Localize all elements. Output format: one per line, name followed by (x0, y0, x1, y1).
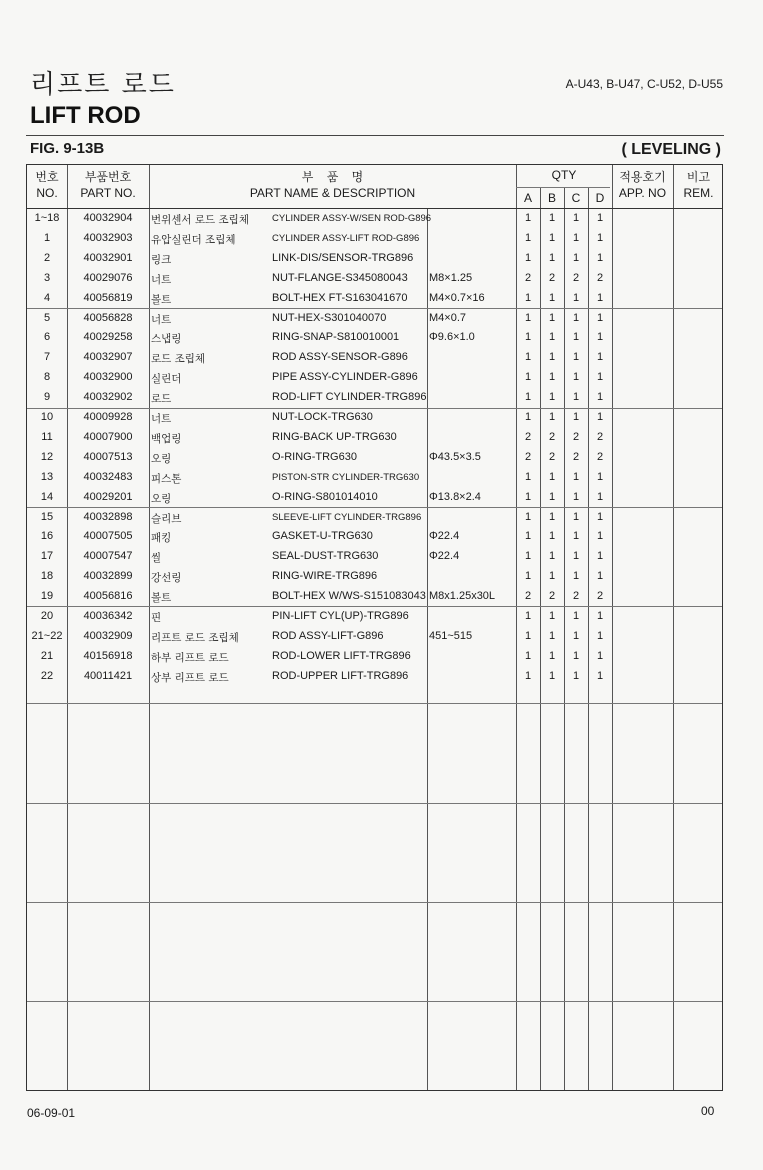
table-row (27, 368, 724, 388)
table-row (27, 388, 724, 408)
part-number: 40007900 (83, 430, 133, 443)
qty-a: 1 (524, 510, 532, 523)
part-number: 40056828 (83, 311, 133, 324)
qty-d: 1 (596, 291, 604, 304)
qty-b: 1 (548, 251, 556, 264)
header-part-no (67, 169, 149, 201)
qty-a: 1 (524, 212, 532, 224)
part-number: 40029076 (83, 271, 133, 284)
part-name: O-RING-TRG630 (272, 450, 357, 463)
header-rem-ko: 비고 (686, 170, 711, 184)
item-number: 17 (40, 550, 54, 563)
part-number: 40032909 (83, 629, 133, 642)
qty-c: 1 (572, 251, 580, 264)
qty-d: 1 (596, 669, 604, 682)
part-name: CYLINDER ASSY-LIFT ROD-G896 (272, 232, 420, 244)
qty-d: 1 (596, 371, 604, 384)
qty-d: 1 (596, 212, 604, 224)
part-spec: 451~515 (429, 629, 473, 642)
qty-c: 2 (572, 430, 580, 443)
header-app-no (612, 169, 673, 201)
item-number: 22 (40, 669, 54, 682)
group-divider (27, 703, 722, 704)
qty-c: 1 (572, 550, 580, 563)
qty-c: 1 (572, 610, 580, 622)
group-divider (27, 902, 722, 903)
item-number: 2 (43, 251, 51, 264)
part-number: 40032900 (83, 371, 133, 384)
part-name-korean: 슬리브 (151, 512, 182, 525)
part-name-korean: 스냅링 (151, 333, 182, 346)
page-number: 00 (701, 1104, 715, 1118)
table-row (27, 587, 724, 607)
qty-b: 2 (548, 590, 556, 603)
part-name-korean: 너트 (151, 273, 172, 286)
page-title: LIFT ROD (30, 102, 141, 129)
item-number: 10 (40, 411, 54, 423)
qty-b: 1 (548, 649, 556, 662)
qty-a: 1 (524, 311, 532, 324)
item-number: 16 (40, 530, 54, 543)
header-no-ko: 번호 (35, 170, 59, 184)
item-number: 7 (43, 351, 51, 364)
qty-d: 1 (596, 510, 604, 523)
table-row (27, 607, 724, 627)
item-number: 4 (43, 291, 51, 304)
header-qty-b: B (547, 191, 556, 205)
qty-a: 1 (524, 610, 532, 622)
qty-header-divider (516, 187, 610, 188)
part-name-korean: 링크 (151, 253, 172, 266)
part-name: RING-SNAP-S810010001 (272, 331, 400, 344)
header-name-en: PART NAME & DESCRIPTION (249, 186, 416, 200)
table-row (27, 408, 724, 428)
qty-c: 2 (572, 450, 580, 463)
qty-b: 1 (548, 530, 556, 543)
part-name: ROD-UPPER LIFT-TRG896 (272, 669, 409, 682)
part-number: 40032899 (83, 570, 133, 583)
header-app-en: APP. NO (618, 186, 667, 200)
qty-a: 2 (524, 590, 532, 603)
part-name-korean: 로드 조립체 (151, 353, 206, 366)
part-name: PIPE ASSY-CYLINDER-G896 (272, 371, 418, 384)
part-name-korean: 백업링 (151, 432, 182, 445)
table-row (27, 667, 724, 687)
header-remarks (673, 169, 724, 201)
item-number: 15 (40, 510, 54, 523)
qty-a: 1 (524, 629, 532, 642)
qty-d: 1 (596, 629, 604, 642)
part-name-korean: 실린더 (151, 373, 182, 386)
qty-d: 1 (596, 570, 604, 583)
table-row (27, 448, 724, 468)
part-spec: Φ13.8×2.4 (429, 490, 481, 503)
item-number: 3 (43, 271, 51, 284)
parts-table (26, 164, 723, 1091)
part-name: RING-BACK UP-TRG630 (272, 430, 397, 443)
part-name: PIN-LIFT CYL(UP)-TRG896 (272, 610, 409, 622)
part-number: 40032907 (83, 351, 133, 364)
part-name-korean: 너트 (151, 313, 172, 326)
qty-a: 1 (524, 371, 532, 384)
qty-b: 1 (548, 550, 556, 563)
qty-d: 1 (596, 550, 604, 563)
qty-b: 1 (548, 311, 556, 324)
qty-c: 1 (572, 391, 580, 404)
header-part-name (149, 169, 516, 201)
part-number: 40009928 (83, 411, 133, 423)
qty-b: 1 (548, 510, 556, 523)
part-name: CYLINDER ASSY-W/SEN ROD-G896 (272, 213, 432, 224)
part-name-korean: 리프트 로드 조립체 (151, 631, 239, 644)
part-number: 40156918 (83, 649, 133, 662)
qty-b: 1 (548, 629, 556, 642)
qty-b: 1 (548, 490, 556, 503)
qty-a: 1 (524, 669, 532, 682)
qty-a: 1 (524, 251, 532, 264)
item-number: 6 (43, 331, 51, 344)
qty-c: 2 (572, 590, 580, 603)
item-number: 9 (43, 391, 51, 404)
header-part-en: PART NO. (80, 186, 136, 200)
part-spec: Φ9.6×1.0 (429, 331, 475, 344)
qty-b: 1 (548, 570, 556, 583)
qty-c: 1 (572, 570, 580, 583)
qty-d: 2 (596, 271, 604, 284)
item-number: 5 (43, 311, 51, 324)
part-number: 40007505 (83, 530, 133, 543)
qty-d: 1 (596, 530, 604, 543)
qty-c: 1 (572, 291, 580, 304)
part-name: GASKET-U-TRG630 (272, 530, 373, 543)
section-mode: ( LEVELING ) (621, 141, 721, 158)
qty-c: 1 (572, 649, 580, 662)
part-spec: M4×0.7×16 (429, 291, 485, 304)
item-number: 21 (40, 649, 54, 662)
header-no (27, 169, 67, 201)
qty-c: 1 (572, 510, 580, 523)
qty-a: 1 (524, 351, 532, 364)
qty-b: 1 (548, 212, 556, 224)
part-name: BOLT-HEX FT-S163041670 (272, 291, 408, 304)
qty-a: 2 (524, 430, 532, 443)
part-name: BOLT-HEX W/WS-S151083043 (272, 590, 426, 603)
part-name-korean: 피스톤 (151, 472, 182, 485)
table-row (27, 269, 724, 289)
part-spec: Φ22.4 (429, 550, 460, 563)
qty-a: 1 (524, 231, 532, 244)
table-row (27, 508, 724, 528)
item-number: 14 (40, 490, 54, 503)
item-number: 12 (40, 450, 54, 463)
part-name-korean: 번위센서 로드 조립체 (151, 214, 249, 226)
item-number: 21~22 (31, 629, 63, 642)
table-row (27, 567, 724, 587)
qty-d: 1 (596, 351, 604, 364)
part-name-korean: 로드 (151, 393, 172, 406)
footer-date: 06-09-01 (27, 1106, 76, 1120)
header-rem-en: REM. (683, 186, 714, 200)
table-row (27, 309, 724, 329)
qty-c: 1 (572, 311, 580, 324)
part-name-korean: 오링 (151, 492, 172, 505)
table-row (27, 527, 724, 547)
part-number: 40032902 (83, 391, 133, 404)
qty-d: 1 (596, 470, 604, 483)
part-name-korean: 패킹 (151, 532, 172, 545)
table-row (27, 488, 724, 508)
qty-c: 1 (572, 331, 580, 344)
part-name: SLEEVE-LIFT CYLINDER-TRG896 (272, 511, 422, 523)
header-qty: QTY (551, 168, 577, 182)
qty-a: 2 (524, 450, 532, 463)
qty-b: 1 (548, 351, 556, 364)
qty-c: 1 (572, 470, 580, 483)
header-qty-d: D (595, 191, 605, 205)
qty-d: 2 (596, 430, 604, 443)
qty-c: 1 (572, 629, 580, 642)
header-qty-a: A (523, 191, 532, 205)
title-divider (26, 135, 724, 136)
group-divider (27, 1001, 722, 1002)
qty-a: 1 (524, 391, 532, 404)
qty-d: 1 (596, 391, 604, 404)
qty-a: 2 (524, 271, 532, 284)
qty-b: 1 (548, 291, 556, 304)
part-name: LINK-DIS/SENSOR-TRG896 (272, 251, 414, 264)
qty-a: 1 (524, 550, 532, 563)
qty-d: 1 (596, 231, 604, 244)
item-number: 1~18 (34, 212, 60, 224)
part-number: 40032898 (83, 510, 133, 523)
part-name-korean: 씰 (151, 552, 162, 565)
part-spec: M8×1.25 (429, 271, 473, 284)
part-name-korean: 볼트 (151, 592, 172, 605)
table-row (27, 468, 724, 488)
part-spec: M4×0.7 (429, 311, 466, 324)
qty-c: 1 (572, 411, 580, 423)
qty-b: 1 (548, 231, 556, 244)
part-name: SEAL-DUST-TRG630 (272, 550, 379, 563)
table-row (27, 229, 724, 249)
table-row (27, 627, 724, 647)
part-name: O-RING-S801014010 (272, 490, 378, 503)
qty-a: 1 (524, 411, 532, 423)
part-name: ROD-LIFT CYLINDER-TRG896 (272, 391, 427, 404)
part-number: 40032904 (83, 212, 133, 224)
part-number: 40029258 (83, 331, 133, 344)
table-row (27, 289, 724, 309)
part-name-korean: 상부 리프트 로드 (151, 671, 229, 684)
part-spec: M8x1.25x30L (429, 590, 496, 603)
part-name: ROD-LOWER LIFT-TRG896 (272, 649, 411, 662)
part-name: NUT-FLANGE-S345080043 (272, 271, 408, 284)
part-name-korean: 너트 (151, 413, 172, 425)
part-name: ROD ASSY-SENSOR-G896 (272, 351, 408, 364)
part-name-korean: 강선링 (151, 572, 182, 585)
qty-a: 1 (524, 470, 532, 483)
qty-d: 1 (596, 649, 604, 662)
part-name-korean: 핀 (151, 612, 162, 624)
qty-b: 1 (548, 470, 556, 483)
part-number: 40029201 (83, 490, 133, 503)
qty-c: 1 (572, 212, 580, 224)
group-divider (27, 803, 722, 804)
part-name-korean: 유압실린더 조립체 (151, 233, 236, 246)
qty-d: 1 (596, 311, 604, 324)
qty-a: 1 (524, 649, 532, 662)
figure-number: FIG. 9-13B (30, 140, 105, 157)
qty-b: 1 (548, 391, 556, 404)
qty-b: 2 (548, 271, 556, 284)
part-name: ROD ASSY-LIFT-G896 (272, 629, 384, 642)
part-spec: Φ22.4 (429, 530, 460, 543)
qty-b: 1 (548, 371, 556, 384)
header-app-ko: 적용호기 (619, 170, 666, 184)
qty-d: 2 (596, 450, 604, 463)
part-name: NUT-LOCK-TRG630 (272, 411, 373, 423)
header-part-ko: 부품번호 (84, 170, 132, 184)
item-number: 18 (40, 570, 54, 583)
qty-b: 2 (548, 430, 556, 443)
qty-a: 1 (524, 331, 532, 344)
qty-a: 1 (524, 530, 532, 543)
table-row (27, 647, 724, 667)
qty-a: 1 (524, 490, 532, 503)
qty-d: 1 (596, 251, 604, 264)
part-name: NUT-HEX-S301040070 (272, 311, 387, 324)
part-name-korean: 볼트 (151, 293, 172, 306)
item-number: 20 (40, 610, 54, 622)
part-number: 40011421 (83, 669, 133, 682)
page-title-korean: 리프트 로드 (30, 70, 176, 100)
qty-d: 1 (596, 331, 604, 344)
part-number: 40056819 (83, 291, 133, 304)
table-row (27, 348, 724, 368)
table-row (27, 428, 724, 448)
item-number: 11 (41, 430, 53, 443)
qty-d: 1 (596, 490, 604, 503)
qty-c: 1 (572, 669, 580, 682)
part-number: 40032483 (83, 470, 133, 483)
part-name-korean: 오링 (151, 452, 172, 465)
qty-c: 1 (572, 371, 580, 384)
model-list: A-U43, B-U47, C-U52, D-U55 (565, 77, 723, 91)
table-row (27, 328, 724, 348)
qty-c: 1 (572, 490, 580, 503)
part-spec: Φ43.5×3.5 (429, 450, 481, 463)
qty-d: 1 (596, 610, 604, 622)
qty-b: 1 (548, 610, 556, 622)
part-name: PISTON-STR CYLINDER-TRG630 (272, 471, 420, 483)
qty-d: 2 (596, 590, 604, 603)
qty-b: 1 (548, 669, 556, 682)
item-number: 8 (43, 371, 51, 384)
item-number: 13 (40, 470, 54, 483)
qty-c: 1 (572, 351, 580, 364)
part-number: 40036342 (83, 610, 133, 622)
table-row (27, 547, 724, 567)
part-number: 40032903 (83, 231, 133, 244)
part-number: 40056816 (83, 590, 133, 603)
table-row (27, 209, 724, 229)
part-number: 40007513 (83, 450, 133, 463)
qty-a: 1 (524, 570, 532, 583)
part-number: 40007547 (83, 550, 133, 563)
table-row (27, 249, 724, 269)
qty-b: 1 (548, 331, 556, 344)
part-number: 40032901 (83, 251, 133, 264)
qty-b: 1 (548, 411, 556, 423)
qty-c: 2 (572, 271, 580, 284)
item-number: 1 (43, 231, 51, 244)
part-name-korean: 하부 리프트 로드 (151, 651, 229, 664)
qty-c: 1 (572, 231, 580, 244)
part-name: RING-WIRE-TRG896 (272, 570, 378, 583)
qty-d: 1 (596, 411, 604, 423)
item-number: 19 (40, 590, 54, 603)
qty-a: 1 (524, 291, 532, 304)
qty-c: 1 (572, 530, 580, 543)
header-name-ko: 부 품 명 (301, 170, 364, 184)
header-qty-c: C (571, 191, 581, 205)
qty-b: 2 (548, 450, 556, 463)
header-no-en: NO. (36, 186, 58, 200)
